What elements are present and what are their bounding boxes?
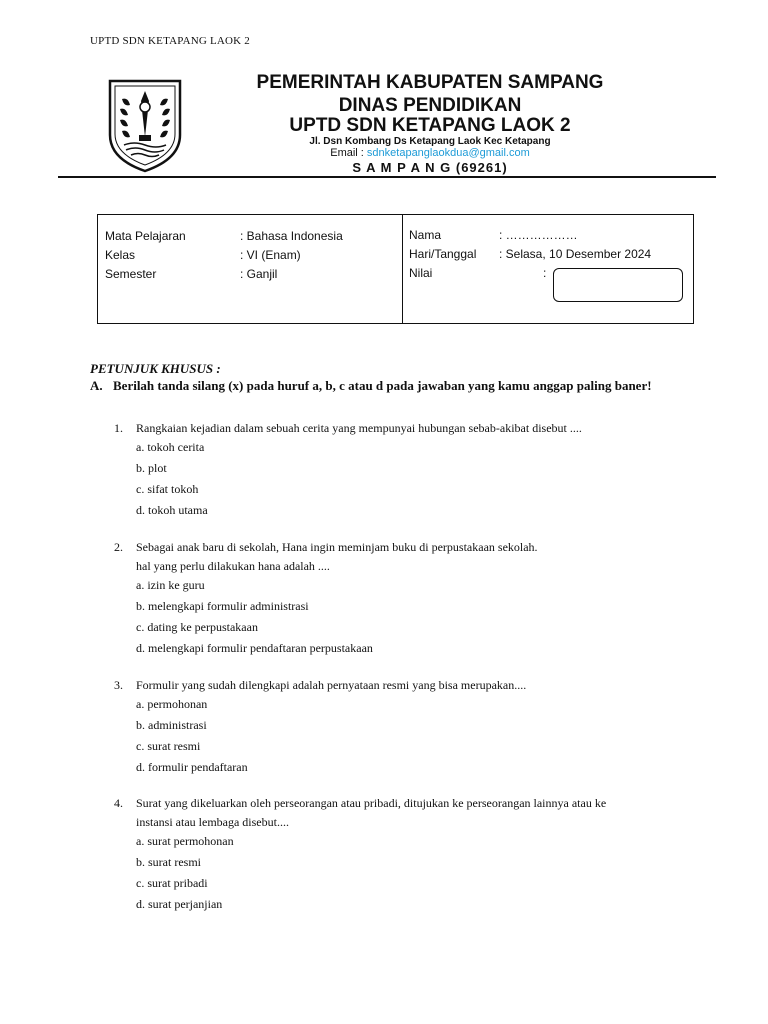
option-d[interactable]: d. tokoh utama (136, 503, 208, 517)
kop-address: Jl. Dsn Kombang Ds Ketapang Laok Kec Ketapang (309, 136, 551, 147)
student-info-box (97, 214, 694, 324)
option-d[interactable]: d. formulir pendaftaran (136, 760, 248, 774)
option-c[interactable]: c. surat pribadi (136, 876, 208, 890)
kop-title-school: UPTD SDN KETAPANG LAOK 2 (289, 115, 571, 136)
instructions-title: PETUNJUK KHUSUS : (90, 361, 221, 376)
question-text: instansi atau lembaga disebut.... (136, 815, 289, 829)
option-c[interactable]: c. dating ke perpustakaan (136, 620, 258, 634)
info-label: Kelas (105, 248, 136, 262)
option-c[interactable]: c. surat resmi (136, 739, 201, 753)
kabupaten-sampang-emblem-icon (104, 77, 186, 173)
kop-email-line (200, 147, 660, 159)
option-d[interactable]: d. melengkapi formulir pendaftaran perpustakaan (136, 641, 373, 655)
question-number: 3. (114, 678, 123, 692)
instructions-text (90, 378, 670, 393)
info-value: : Ganjil (240, 267, 278, 281)
option-b[interactable]: b. melengkapi formulir administrasi (136, 599, 309, 613)
info-value: : (543, 266, 547, 280)
option-a[interactable]: a. surat permohonan (136, 834, 234, 848)
kop-title-government: PEMERINTAH KABUPATEN SAMPANG (256, 72, 604, 93)
kop-city: S A M P A N G (69261) (352, 160, 508, 175)
question-text: hal yang perlu dilakukan hana adalah .... (136, 559, 330, 573)
question-number: 4. (114, 796, 123, 810)
option-d[interactable]: d. surat perjanjian (136, 897, 223, 911)
option-b[interactable]: b. plot (136, 461, 167, 475)
question-number: 1. (114, 421, 123, 435)
option-a[interactable]: a. izin ke guru (136, 578, 205, 592)
option-b[interactable]: b. administrasi (136, 718, 207, 732)
name-field[interactable]: : ……………… (499, 228, 578, 242)
email-link[interactable]: sdnketapanglaokdua@gmail.com (366, 147, 530, 159)
question-text: Surat yang dikeluarkan oleh perseorangan atau pribadi, ditujukan ke perseorangan lainnya atau ke (136, 796, 607, 810)
info-value: : Selasa, 10 Desember 2024 (499, 247, 652, 261)
info-label: Hari/Tanggal (409, 247, 477, 261)
option-c[interactable]: c. sifat tokoh (136, 482, 199, 496)
info-label: Nama (409, 228, 442, 242)
score-box[interactable] (553, 268, 683, 302)
option-a[interactable]: a. tokoh cerita (136, 440, 205, 454)
kop-title-department: DINAS PENDIDIKAN (338, 95, 522, 116)
email-label: Email : (330, 147, 364, 159)
info-label: Nilai (409, 266, 433, 280)
question-text: Rangkaian kejadian dalam sebuah cerita yang mempunyai hubungan sebab-akibat disebut .... (136, 421, 582, 435)
option-a[interactable]: a. permohonan (136, 697, 208, 711)
info-label: Semester (105, 267, 157, 281)
instructions-body: Berilah tanda silang (x) pada huruf a, b, c atau d pada jawaban yang kamu anggap paling baner! (113, 378, 652, 393)
info-label: Mata Pelajaran (105, 229, 186, 243)
kop-divider-line (58, 176, 716, 178)
question-text: Formulir yang sudah dilengkapi adalah pernyataan resmi yang bisa merupakan.... (136, 678, 527, 692)
info-value: : Bahasa Indonesia (240, 229, 343, 243)
option-b[interactable]: b. surat resmi (136, 855, 201, 869)
info-value: : VI (Enam) (240, 248, 301, 262)
question-text: Sebagai anak baru di sekolah, Hana ingin meminjam buku di perpustakaan sekolah. (136, 540, 538, 554)
question-number: 2. (114, 540, 123, 554)
info-box-divider (402, 215, 403, 323)
instructions-letter: A. (90, 378, 103, 393)
running-header: UPTD SDN KETAPANG LAOK 2 (90, 35, 250, 47)
